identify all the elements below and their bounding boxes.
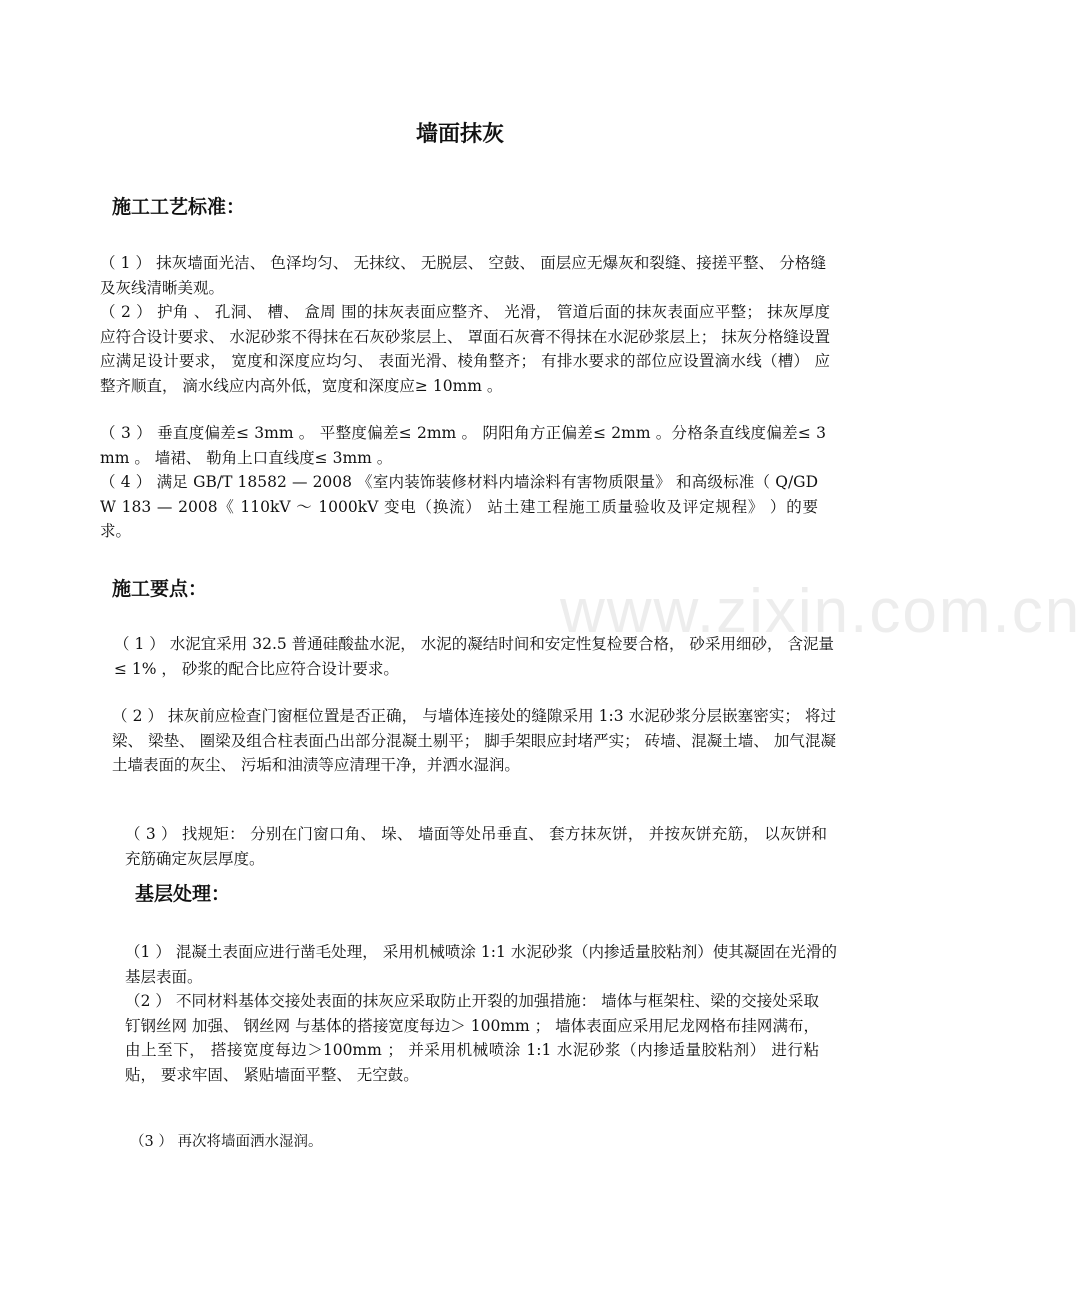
key-point-item-2: （ 2 ） 抹灰前应检查门窗框位置是否正确， 与墙体连接处的缝隙采用 1:3 水泥砂浆分层嵌塞密实； 将过梁、 梁垫、 圈梁及组合柱表面凸出部分混凝土剔平； 脚手架眼应封堵严实； 砖墙、混凝土墙、 加气混凝土墙表面的灰尘、 污垢和油渍等应清理干净，并洒水湿润。 (112, 707, 836, 774)
section-heading-base-treatment: 基层处理： (135, 883, 231, 905)
document-title: 墙面抹灰 (415, 122, 504, 147)
base-treatment-item-2: （2 ） 不同材料基体交接处表面的抹灰应采取防止开裂的加强措施： 墙体与框架柱、梁的交接处采取钉钢丝网 加强、 钢丝网 与基体的搭接宽度每边＞ 100mm ； 墙体表面应采用尼龙网格布挂网满布， 由上至下， 搭接宽度每边＞100mm ； 并采用机械喷涂 1:1 水泥砂浆（内掺适量胶粘剂） 进行粘贴， 要求牢固、 紧贴墙面平整、 无空鼓。 (125, 992, 819, 1084)
standard-item-2: （ 2 ） 护角 、 孔洞、 槽、 盒周 围的抹灰表面应整齐、 光滑， 管道后面的抹灰表面应平整； 抹灰厚度应符合设计要求、 水泥砂浆不得抹在石灰砂浆层上、 罩面石灰膏不得抹在水泥砂浆层上； 抹灰分格缝设置应满足设计要求， 宽度和深度应均匀、 表面光滑、棱角整齐； 有排水要求的部位应设置滴水线（槽） 应整齐顺直， 滴水线应内高外低，宽度和深度应≥ 10mm 。 (100, 303, 830, 395)
watermark-text: www.zixin.com.cn (560, 577, 1081, 646)
standard-item-3: （ 3 ） 垂直度偏差≤ 3mm 。 平整度偏差≤ 2mm 。 阴阳角方正偏差≤ 2mm 。分格条直线度偏差≤ 3mm 。 墙裙、 勒角上口直线度≤ 3mm 。 (100, 424, 826, 467)
section-heading-process-standard: 施工工艺标准： (112, 196, 246, 218)
key-point-item-3: （ 3 ） 找规矩： 分别在门窗口角、 垛、 墙面等处吊垂直、 套方抹灰饼， 并按灰饼充筋， 以灰饼和充筋确定灰层厚度。 (125, 825, 827, 868)
base-treatment-item-1: （1 ） 混凝土表面应进行凿毛处理， 采用机械喷涂 1:1 水泥砂浆（内掺适量胶粘剂）使其凝固在光滑的基层表面。 (125, 943, 837, 986)
section-heading-key-points: 施工要点： (112, 578, 208, 600)
standard-item-1: （ 1 ） 抹灰墙面光洁、 色泽均匀、 无抹纹、 无脱层、 空鼓、 面层应无爆灰和裂缝、接搓平整、 分格缝及灰线清晰美观。 (100, 254, 826, 297)
base-treatment-item-3: （3 ） 再次将墙面洒水湿润。 (130, 1134, 323, 1150)
standard-item-4: （ 4 ） 满足 GB/T 18582 — 2008 《室内装饰装修材料内墙涂料有害物质限量》 和高级标准（ Q/GDW 183 — 2008《 110kV ～ 1000kV 变电（换流） 站土建工程施工质量验收及评定规程》 ）的要求。 (100, 473, 818, 540)
key-point-item-1: （ 1 ） 水泥宜采用 32.5 普通硅酸盐水泥， 水泥的凝结时间和安定性复检要合格， 砂采用细砂， 含泥量≤ 1% ， 砂浆的配合比应符合设计要求。 (114, 635, 834, 678)
